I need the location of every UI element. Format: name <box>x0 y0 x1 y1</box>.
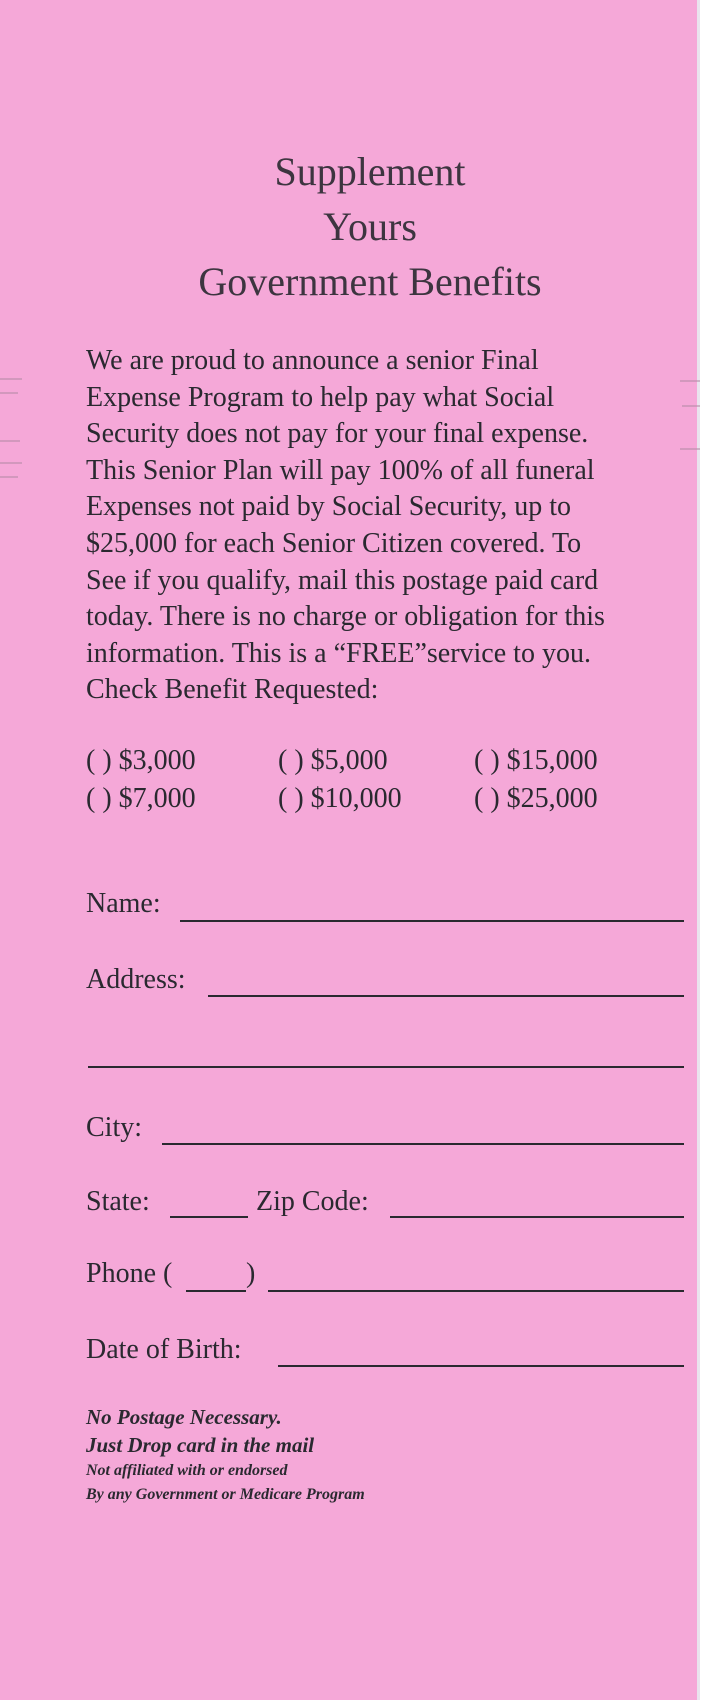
phone-close-paren: ) <box>246 1258 256 1289</box>
dob-label: Date of Birth: <box>86 1334 242 1365</box>
city-label: City: <box>86 1112 143 1143</box>
benefit-row <box>86 742 706 780</box>
benefit-option-5000[interactable]: ( ) $5,000 <box>278 745 388 776</box>
state-label: State: <box>86 1186 150 1217</box>
edge-mark <box>0 440 20 442</box>
benefit-option-3000[interactable]: ( ) $3,000 <box>86 745 196 776</box>
name-line[interactable] <box>180 920 684 922</box>
footer-not-affiliated: Not affiliated with or endorsed <box>86 1462 288 1479</box>
intro-line: Expenses not paid by Social Security, up to <box>86 491 571 523</box>
intro-line: Expense Program to help pay what Social <box>86 381 555 413</box>
title-line-1: Supplement <box>274 149 466 194</box>
intro-line: Check Benefit Requested: <box>86 674 379 706</box>
intro-line: today. There is no charge or obligation for this <box>86 601 605 633</box>
intro-line: See if you qualify, mail this postage paid card <box>86 564 599 596</box>
edge-mark <box>0 392 18 394</box>
intro-paragraph <box>86 343 706 709</box>
intro-line: This Senior Plan will pay 100% of all funeral <box>86 454 595 486</box>
title-line-2: Yours <box>323 204 417 249</box>
footer-government: By any Government or Medicare Program <box>86 1486 365 1503</box>
address-label: Address: <box>86 964 186 995</box>
area-code-line[interactable] <box>186 1290 246 1292</box>
footer-no-postage: No Postage Necessary. <box>86 1405 282 1429</box>
zip-line[interactable] <box>390 1216 684 1218</box>
state-line[interactable] <box>170 1216 248 1218</box>
title-line-3: Government Benefits <box>198 259 542 304</box>
intro-line: $25,000 for each Senior Citizen covered. To <box>86 527 582 559</box>
dob-line[interactable] <box>278 1365 684 1367</box>
phone-label: Phone ( <box>86 1258 173 1289</box>
intro-line: We are proud to announce a senior Final <box>86 345 539 376</box>
edge-mark <box>0 476 18 478</box>
intro-line: Security does not pay for your final expense. <box>86 418 589 450</box>
city-line[interactable] <box>162 1143 684 1145</box>
benefit-option-15000[interactable]: ( ) $15,000 <box>474 745 598 776</box>
benefit-row <box>86 780 706 818</box>
benefit-options <box>86 742 706 818</box>
edge-mark <box>0 378 22 380</box>
benefit-option-10000[interactable]: ( ) $10,000 <box>278 783 402 814</box>
phone-line[interactable] <box>268 1290 684 1292</box>
name-label: Name: <box>86 888 161 919</box>
address-line-2[interactable] <box>88 1066 684 1068</box>
address-line[interactable] <box>208 995 684 997</box>
edge-mark <box>0 462 22 464</box>
footer-drop-card: Just Drop card in the mail <box>86 1433 315 1457</box>
intro-line: information. This is a “FREE”service to you. <box>86 637 591 669</box>
zip-label: Zip Code: <box>256 1186 369 1217</box>
benefit-option-7000[interactable]: ( ) $7,000 <box>86 783 196 814</box>
benefit-option-25000[interactable]: ( ) $25,000 <box>474 783 598 814</box>
